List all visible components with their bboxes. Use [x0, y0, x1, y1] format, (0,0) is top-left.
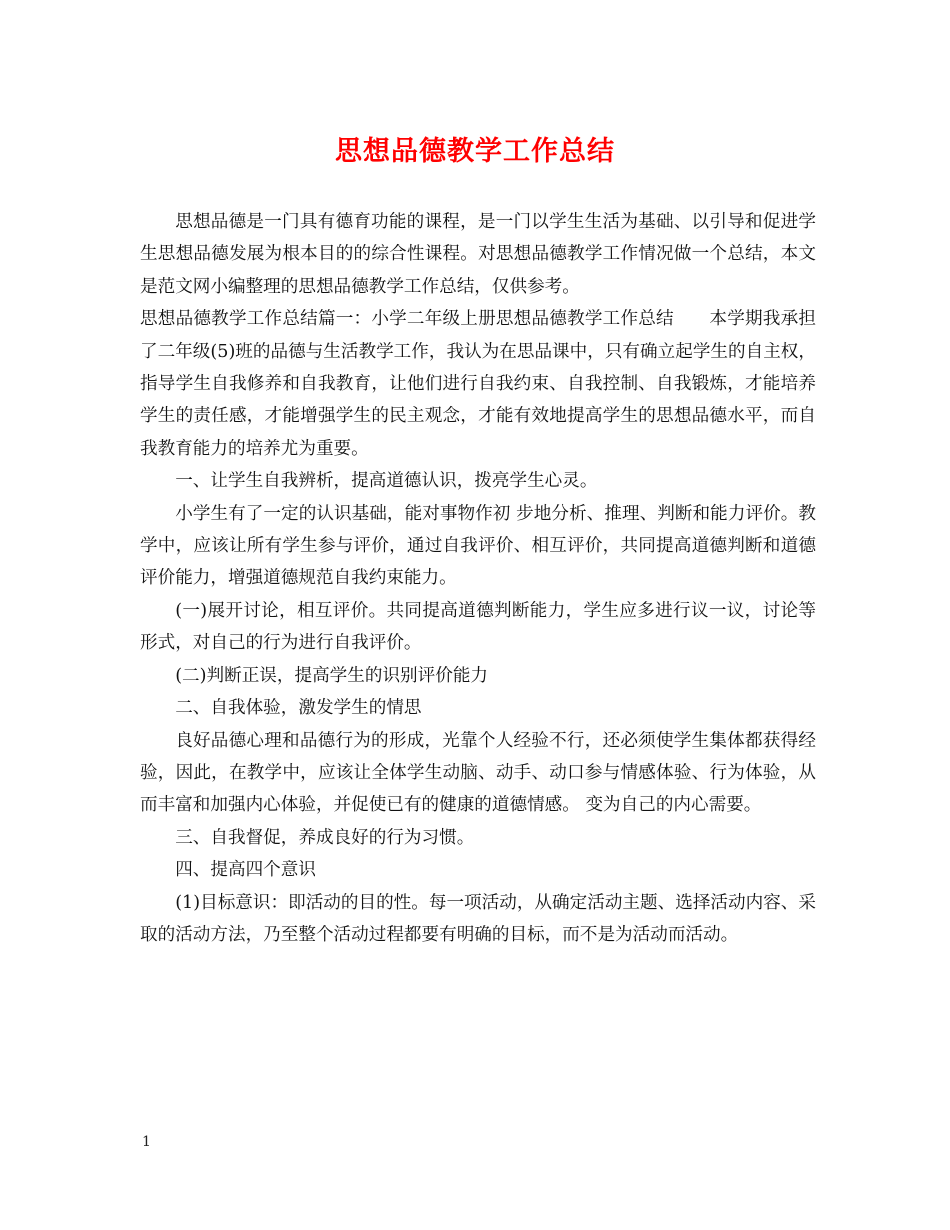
- body-paragraph: 一、让学生自我辨析，提高道德认识，拨亮学生心灵。: [175, 471, 598, 492]
- body-paragraph: 三、自我督促，养成良好的行为习惯。: [175, 827, 475, 848]
- body-paragraph: (一)展开讨论，相互评价。共同提高道德判断能力，学生应多进行议一议，讨论等形式，对自己的行为进行自我评价。: [140, 600, 816, 654]
- document-title: 思想品德教学工作总结: [335, 136, 615, 167]
- body-paragraph: (二)判断正误，提高学生的识别评价能力: [175, 665, 489, 686]
- body-paragraph: 良好品德心理和品德行为的形成，光靠个人经验不行，还必须使学生集体都获得经验，因此，在教学中，应该让全体学生动脑、动手、动口参与情感体验、行为体验，从而丰富和加强内心体验，并促使已有的健康的道德情感。 变为自己的内心需要。: [140, 730, 816, 816]
- body-paragraph: 二、自我体验，激发学生的情思: [175, 698, 422, 719]
- document-body: [140, 206, 816, 951]
- body-paragraph: 四、提高四个意识: [175, 860, 316, 881]
- body-paragraph: 思想品德是一门具有德育功能的课程，是一门以学生生活为基础、以引导和促进学生思想品德发展为根本目的的综合性课程。对思想品德教学工作情况做一个总结，本文是范文网小编整理的思想品德教学工作总结，仅供参考。: [140, 212, 816, 297]
- body-paragraph: 小学生有了一定的认识基础，能对事物作初 步地分析、推理、判断和能力评价。教学中，应该让所有学生参与评价，通过自我评价、相互评价，共同提高道德判断和道德评价能力，增强道德规范自我约束能力。: [140, 503, 816, 589]
- body-paragraph: 思想品德教学工作总结篇一：小学二年级上册思想品德教学工作总结 本学期我承担了二年级(5)班的品德与生活教学工作，我认为在思品课中，只有确立起学生的自主权，指导学生自我修养和自我教育，让他们进行自我约束、自我控制、自我锻炼，才能培养 学生的责任感，才能增强学生的民主观念，才能有效地提高学生的思想品德水平，而自我教育能力的培养尤为重要。: [140, 309, 816, 459]
- page-number: 1: [142, 1134, 151, 1150]
- body-paragraph: (1)目标意识：即活动的目的性。每一项活动，从确定活动主题、选择活动内容、采取的活动方法，乃至整个活动过程都要有明确的目标，而不是为活动而活动。: [140, 892, 816, 945]
